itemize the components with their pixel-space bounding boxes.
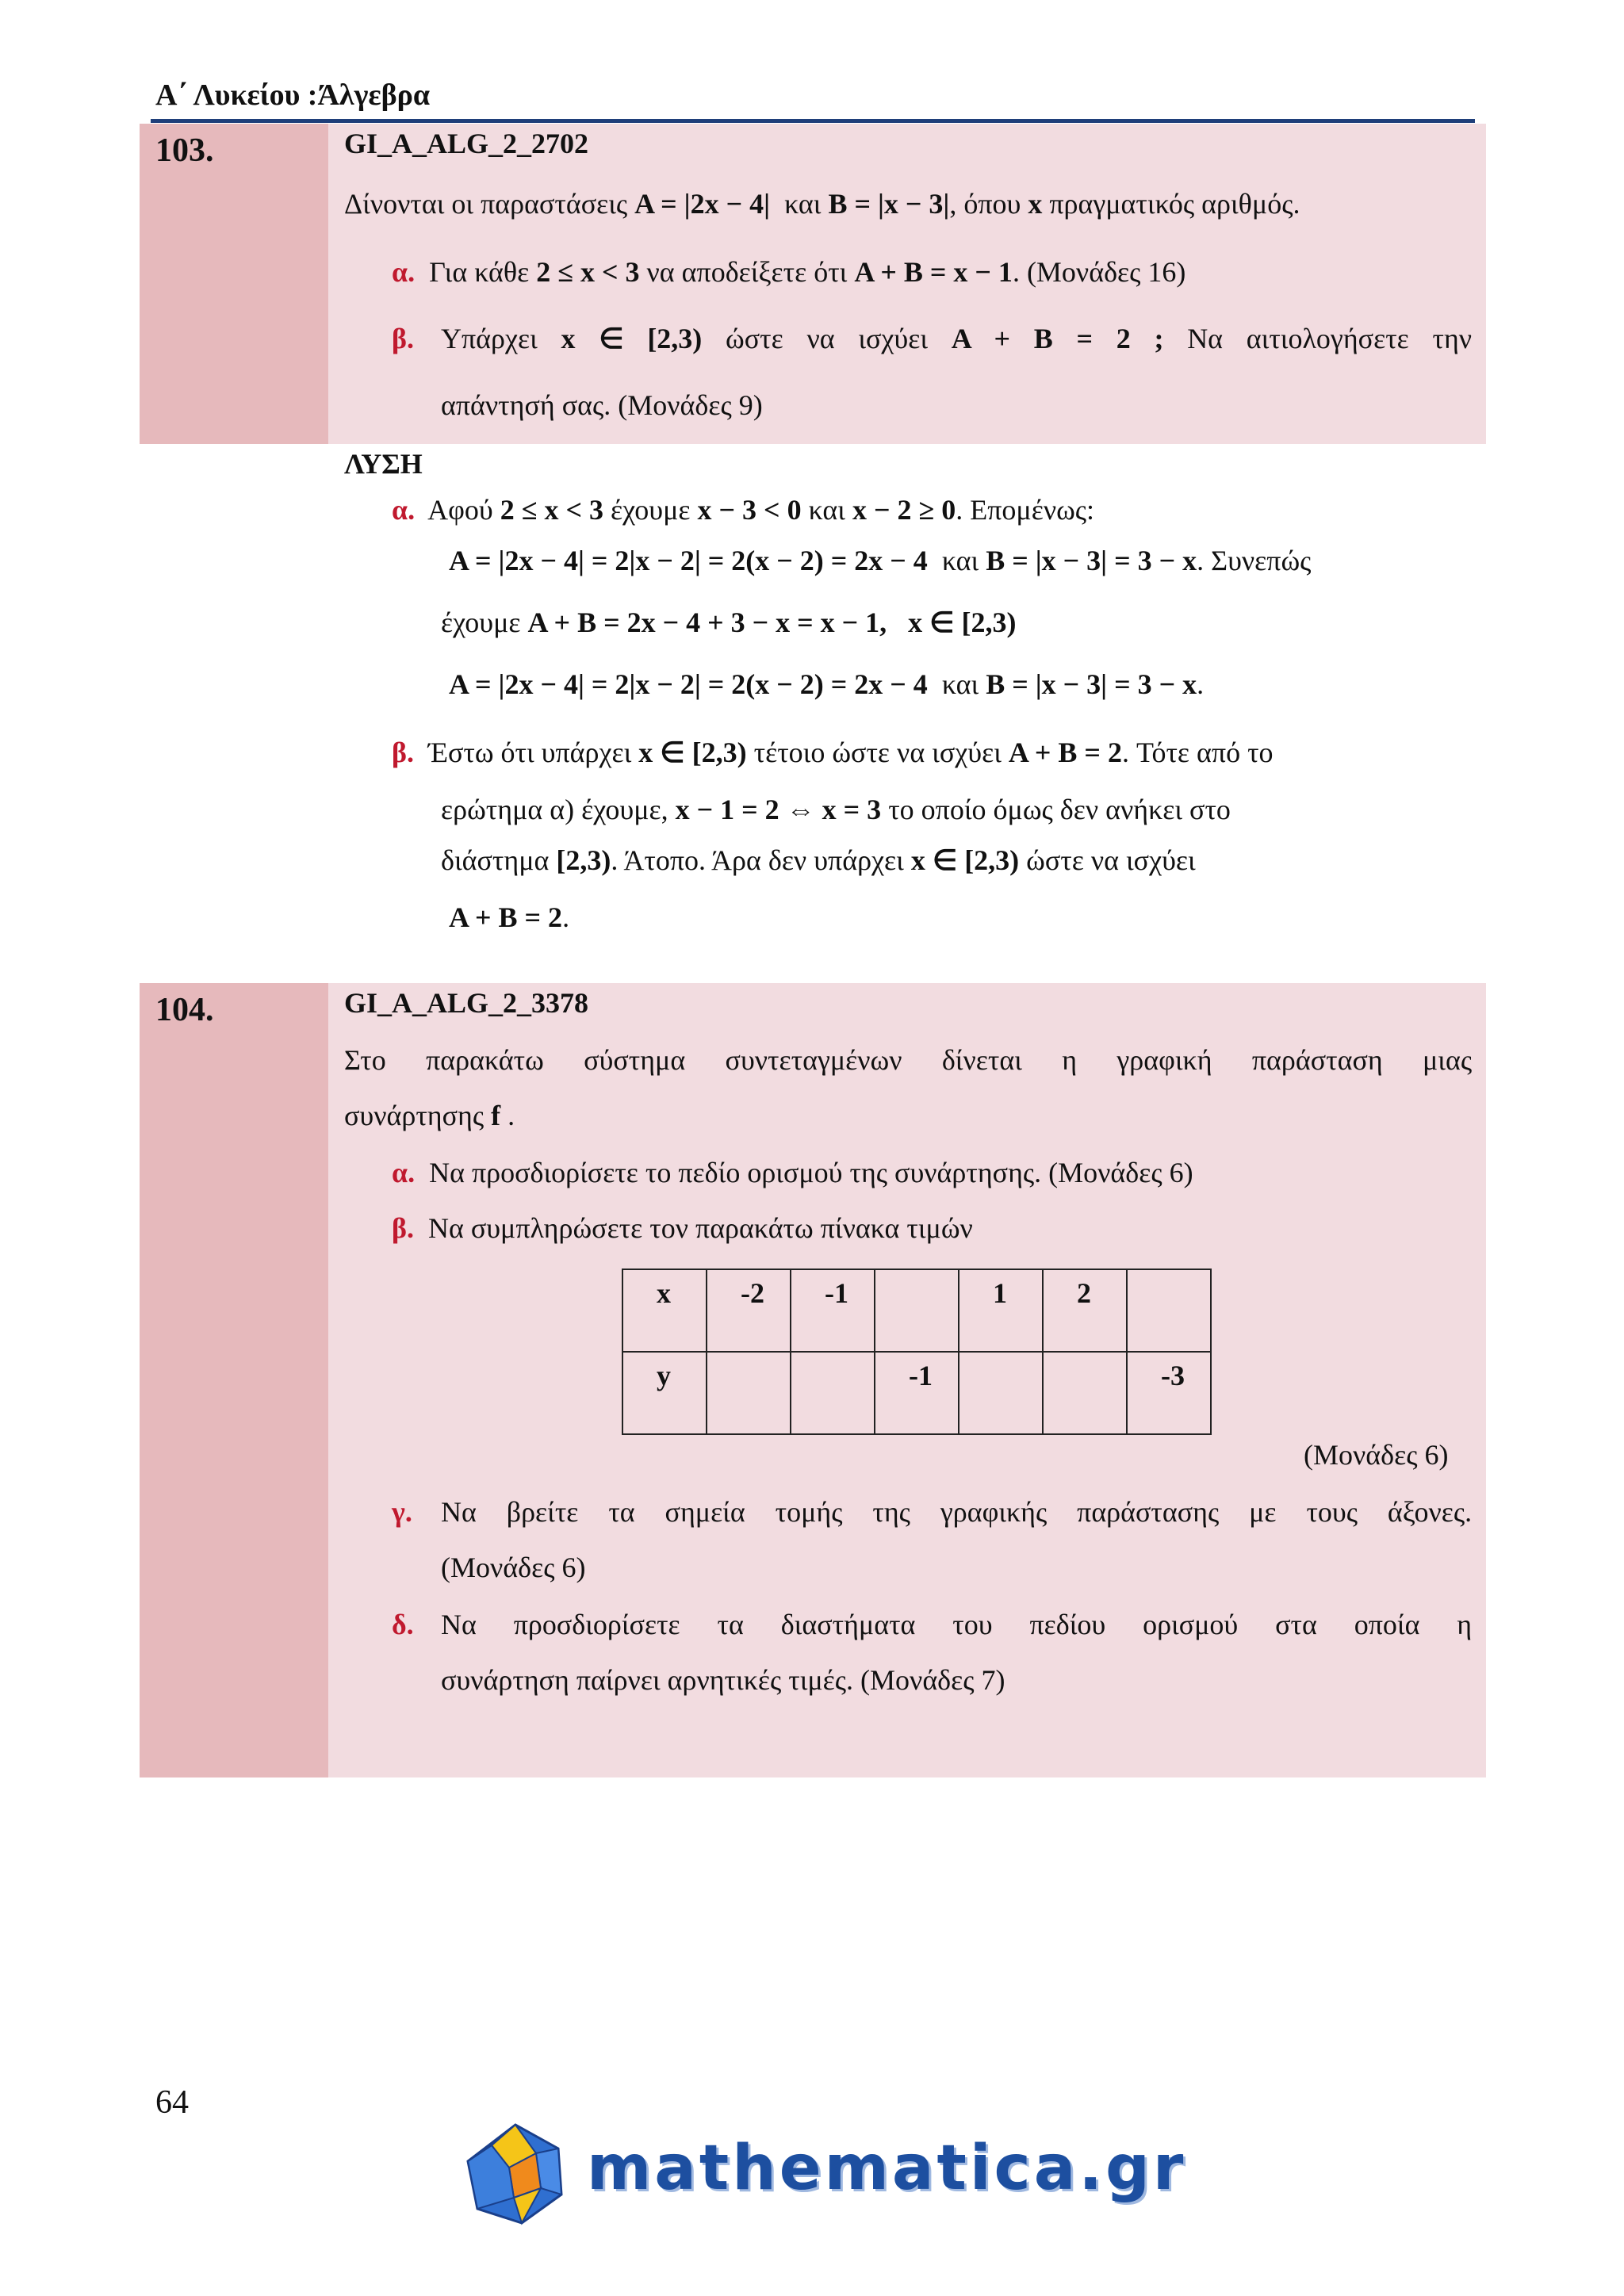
solution-a-line1	[392, 493, 1094, 526]
text: έχουμε	[441, 607, 521, 638]
text: ερώτημα α) έχουμε,	[441, 794, 668, 825]
word: την	[1432, 323, 1473, 354]
table-cell[interactable]	[959, 1352, 1043, 1434]
problem-104-part-c-label	[392, 1495, 412, 1529]
part-b-label: β.	[392, 323, 414, 354]
part-a-equation: A + B = x − 1	[854, 256, 1013, 288]
part-b-text: Να συμπληρώσετε τον παρακάτω πίνακα τιμών	[427, 1212, 973, 1244]
math: A + B = 2x − 4 + 3 − x = x − 1, x ∈ [2,3)	[527, 607, 1017, 638]
word: τα	[608, 1496, 635, 1528]
word: διαστήματα	[780, 1609, 916, 1640]
word: Να	[441, 1496, 477, 1528]
word: γραφικής	[940, 1496, 1048, 1528]
word: της	[872, 1496, 910, 1528]
math: x ∈ [2,3)	[910, 844, 1020, 876]
word: να	[806, 323, 835, 354]
table-row-y	[622, 1352, 1211, 1434]
table-cell[interactable]	[875, 1269, 959, 1352]
table-cell[interactable]: -1	[875, 1352, 959, 1434]
word: τους	[1306, 1496, 1358, 1528]
word: τα	[717, 1609, 744, 1640]
part-b-points: (Μονάδες 6)	[1304, 1439, 1449, 1471]
problem-103-number: 103.	[155, 132, 214, 169]
text: και	[941, 668, 979, 700]
expr-b: B = |x − 3|	[828, 188, 950, 220]
problem-103-intro	[344, 187, 1300, 220]
text: Έστω ότι υπάρχει	[427, 737, 632, 768]
math: B = |x − 3| = 3 − x	[986, 668, 1197, 700]
problem-104-part-b	[392, 1211, 973, 1245]
math: 2 ≤ x < 3	[500, 494, 603, 526]
problem-103-part-b-label	[392, 322, 414, 355]
text: το οποίο όμως δεν ανήκει στο	[888, 794, 1231, 825]
math: [2,3)	[556, 844, 611, 876]
word: παράσταση	[1251, 1044, 1383, 1076]
problem-104-part-c-line2: (Μονάδες 6)	[441, 1552, 586, 1583]
word: αιτιολογήσετε	[1246, 323, 1409, 354]
solution-title: ΛΥΣΗ	[344, 448, 423, 480]
part-a-points: . (Μονάδες 16)	[1012, 256, 1186, 288]
solution-a-line2	[449, 544, 1311, 577]
word: Να	[1187, 323, 1224, 354]
word: άξονες.	[1387, 1496, 1473, 1528]
table-cell: x	[622, 1269, 707, 1352]
word: δίνεται	[941, 1044, 1022, 1076]
page-number: 64	[155, 2084, 189, 2121]
solution-a-line4	[449, 668, 1204, 701]
problem-103-number-column	[140, 124, 328, 444]
table-cell[interactable]: -1	[791, 1269, 875, 1352]
text: και	[941, 545, 979, 576]
intro-text: Δίνονται οι παραστάσεις	[344, 188, 628, 220]
solution-a-line3	[441, 606, 1017, 639]
problem-104-part-d-label	[392, 1608, 414, 1641]
text: .	[1197, 668, 1205, 700]
math: x ∈ [2,3)	[638, 737, 747, 768]
part-a-condition: 2 ≤ x < 3	[536, 256, 640, 288]
problem-104-part-d-line2: συνάρτηση παίρνει αρνητικές τιμές. (Μονάδες 7)	[441, 1664, 1005, 1696]
table-cell: y	[622, 1352, 707, 1434]
function-f: f	[491, 1100, 501, 1131]
table-cell[interactable]: 1	[959, 1269, 1043, 1352]
word: πεδίου	[1029, 1609, 1106, 1640]
table-cell[interactable]	[1043, 1352, 1127, 1434]
intro-and: και	[784, 188, 822, 220]
values-table	[622, 1269, 1212, 1435]
word: οποία	[1354, 1609, 1420, 1640]
word: συντεταγμένων	[725, 1044, 902, 1076]
word: παράστασης	[1077, 1496, 1220, 1528]
word: με	[1249, 1496, 1277, 1528]
math: x − 1 = 2 ⇔ x = 3	[675, 794, 882, 825]
intro-where: , όπου	[949, 188, 1021, 220]
text: . Επομένως:	[956, 494, 1095, 526]
solution-b-line2	[441, 793, 1231, 826]
text: . Τότε από το	[1121, 737, 1274, 768]
word: του	[952, 1609, 993, 1640]
text: συνάρτησης	[344, 1100, 485, 1131]
part-a-label: α.	[392, 1157, 416, 1188]
word: σημεία	[665, 1496, 745, 1528]
part-b-label: β.	[392, 1212, 414, 1244]
word: γραφική	[1116, 1044, 1212, 1076]
solution-b-line1	[392, 736, 1274, 769]
part-a-text: Να προσδιορίσετε το πεδίο ορισμού της συνάρτησης. (Μονάδες 6)	[429, 1157, 1193, 1188]
table-cell[interactable]	[707, 1352, 791, 1434]
word: προσδιορίσετε	[513, 1609, 680, 1640]
header-divider	[151, 119, 1475, 123]
solution-b-line3	[441, 844, 1196, 877]
text: διάστημα	[441, 844, 550, 876]
text: έχουμε	[611, 494, 691, 526]
problem-104-intro-line1	[344, 1043, 1472, 1077]
math: x − 2 ≥ 0	[852, 494, 956, 526]
word: μιας	[1423, 1044, 1473, 1076]
word: Στο	[344, 1044, 386, 1076]
word: στα	[1275, 1609, 1317, 1640]
word: Να	[441, 1609, 477, 1640]
part-a-text: να αποδείξετε ότι	[646, 256, 848, 288]
problem-104-part-d-line1	[441, 1608, 1472, 1641]
solution-b-line4	[449, 901, 569, 934]
table-cell[interactable]: -3	[1127, 1352, 1211, 1434]
expr-sum: A + B = 2 ;	[951, 323, 1164, 354]
text: .	[562, 901, 570, 933]
part-d-label: δ.	[392, 1609, 414, 1640]
problem-104-part-c-line1	[441, 1495, 1472, 1529]
part-a-label: α.	[392, 256, 416, 288]
word: η	[1062, 1044, 1078, 1076]
text: και	[808, 494, 845, 526]
table-cell[interactable]: -2	[707, 1269, 791, 1352]
problem-103-part-a	[392, 255, 1185, 289]
text: τέτοιο ώστε να ισχύει	[753, 737, 1002, 768]
word: τομής	[775, 1496, 843, 1528]
table-cell[interactable]	[1127, 1269, 1211, 1352]
word: ισχύει	[858, 323, 929, 354]
intro-real: πραγματικός αριθμός.	[1049, 188, 1300, 220]
part-a-text: Για κάθε	[429, 256, 530, 288]
text: ώστε να ισχύει	[1026, 844, 1196, 876]
table-cell[interactable]	[791, 1352, 875, 1434]
page-header-title: Α΄ Λυκείου :Άλγεβρα	[155, 78, 431, 112]
word: παρακάτω	[426, 1044, 544, 1076]
table-row-x	[622, 1269, 1211, 1352]
math: A + B = 2	[449, 901, 563, 933]
word: σύστημα	[584, 1044, 686, 1076]
math: A = |2x − 4| = 2|x − 2| = 2(x − 2) = 2x − 4	[449, 668, 928, 700]
table-cell[interactable]: 2	[1043, 1269, 1127, 1352]
problem-104-number-column	[140, 983, 328, 1777]
part-c-label: γ.	[392, 1496, 412, 1528]
math: A + B = 2	[1008, 737, 1122, 768]
variable-x: x	[1028, 188, 1043, 220]
word: Υπάρχει	[441, 323, 538, 354]
problem-104-number: 104.	[155, 992, 214, 1028]
word: η	[1457, 1609, 1473, 1640]
problem-104-part-a	[392, 1156, 1193, 1189]
problem-104-intro-line2	[344, 1099, 515, 1132]
expr-interval: x ∈ [2,3)	[561, 323, 703, 354]
polyhedron-logo-icon	[463, 2122, 568, 2226]
text: .	[508, 1100, 515, 1131]
expr-a: A = |2x − 4|	[634, 188, 771, 220]
text: . Συνεπώς	[1197, 545, 1312, 576]
problem-104-code: GI_A_ALG_2_3378	[344, 987, 589, 1019]
problem-103-code: GI_A_ALG_2_2702	[344, 128, 589, 159]
math: x − 3 < 0	[697, 494, 802, 526]
site-logo-text: mathematica.gr	[587, 2133, 1187, 2204]
solution-a-label: α.	[392, 494, 416, 526]
text: . Άτοπο. Άρα δεν υπάρχει	[611, 844, 904, 876]
solution-b-label: β.	[392, 737, 414, 768]
word: ώστε	[726, 323, 783, 354]
math: B = |x − 3| = 3 − x	[986, 545, 1197, 576]
math: A = |2x − 4| = 2|x − 2| = 2(x − 2) = 2x − 4	[449, 545, 928, 576]
problem-103-part-b-line1	[441, 322, 1472, 355]
word: ορισμού	[1143, 1609, 1239, 1640]
text: Αφού	[427, 494, 493, 526]
problem-103-part-b-line2: απάντησή σας. (Μονάδες 9)	[441, 389, 763, 421]
word: βρείτε	[506, 1496, 579, 1528]
